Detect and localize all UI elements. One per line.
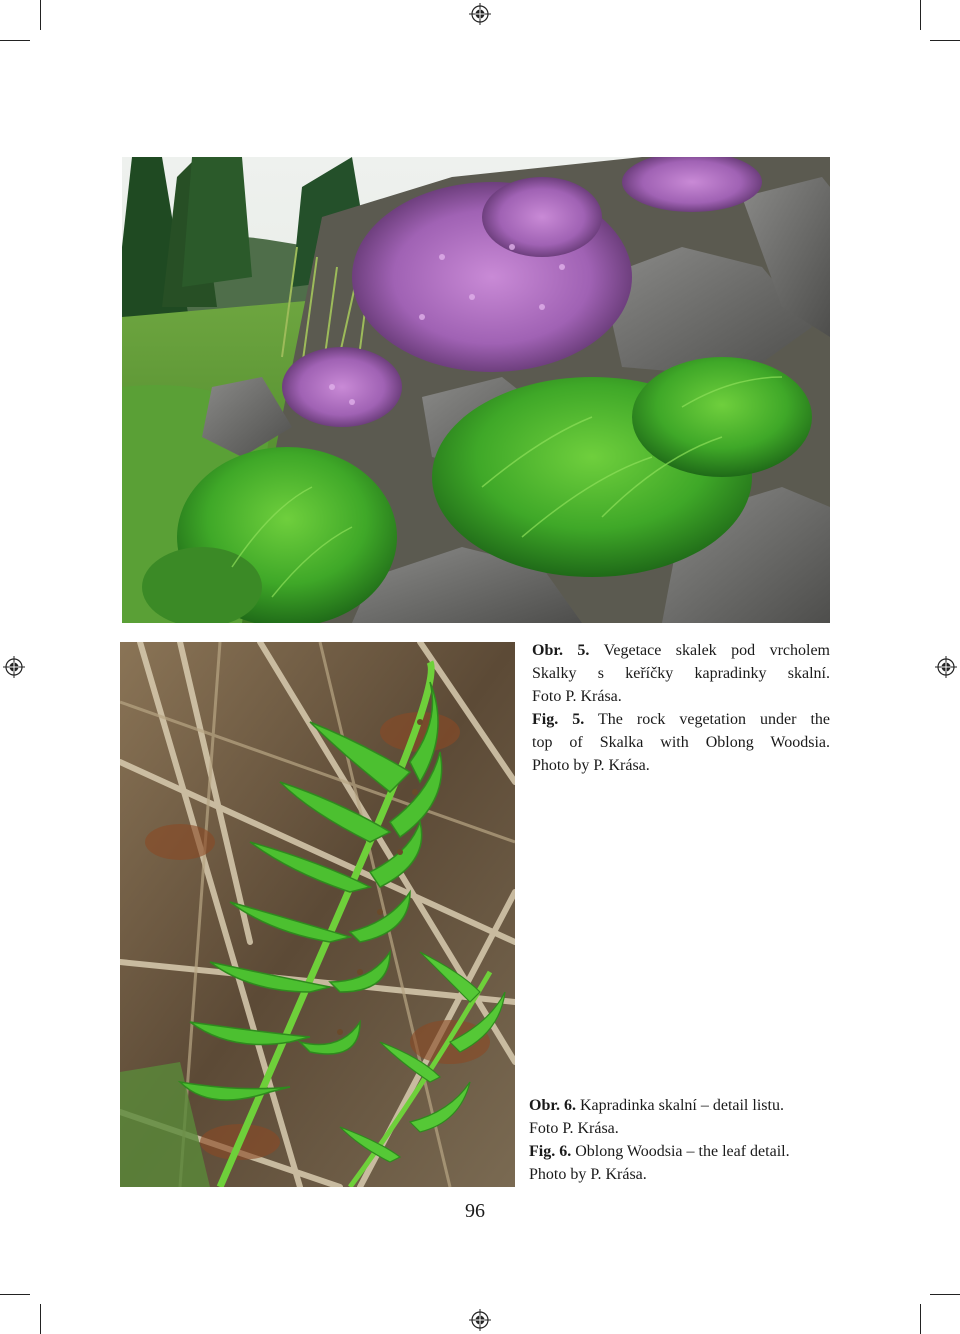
crop-mark-bottom-right-h: [930, 1294, 960, 1295]
caption-fig6-credit-en: Photo by P. Krása.: [529, 1166, 647, 1183]
caption-fig5-line-en1: [532, 708, 830, 731]
caption-fig6-label-en: Fig. 6.: [529, 1143, 572, 1160]
caption-fig6-credit-cz: Foto P. Krása.: [529, 1120, 619, 1137]
crop-mark-bottom-left: [40, 1304, 41, 1334]
caption-fig5-credit-en: Photo by P. Krása.: [532, 757, 650, 774]
crop-mark-bottom-right: [920, 1304, 921, 1334]
caption-fig5-text-cz2: Skalky s keříčky kapradinky skalní.: [532, 665, 830, 682]
registration-mark-bottom-icon: [469, 1309, 491, 1331]
caption-fig6-line-en1: [529, 1140, 839, 1163]
photo-fern-leaf-detail: [120, 642, 515, 1187]
caption-fig6-label-cz: Obr. 6.: [529, 1097, 576, 1114]
caption-fig6-line-cz1: [529, 1094, 839, 1117]
registration-mark-top-icon: [469, 3, 491, 25]
page-number: 96: [465, 1200, 485, 1222]
crop-mark-top-right: [920, 0, 921, 30]
caption-fig5-label-cz: Obr. 5.: [532, 642, 590, 659]
caption-fig5-text-en2: top of Skalka with Oblong Woodsia.: [532, 734, 830, 751]
caption-fig5-text-cz1: Vegetace skalek pod vrcholem: [603, 642, 830, 659]
caption-fig6: [529, 1094, 839, 1186]
caption-fig6-text-cz1: Kapradinka skalní – detail listu.: [579, 1097, 784, 1114]
caption-fig6-text-en1: Oblong Woodsia – the leaf detail.: [575, 1143, 790, 1160]
caption-fig5-text-en1: The rock vegetation under the: [597, 711, 830, 728]
registration-mark-right-icon: [935, 656, 957, 678]
photo-rock-vegetation: [122, 157, 830, 623]
caption-fig5-credit-cz: Foto P. Krása.: [532, 688, 622, 705]
crop-mark-bottom-left-h: [0, 1294, 30, 1295]
crop-mark-top-right-h: [930, 40, 960, 41]
caption-fig5: [532, 639, 830, 777]
caption-fig5-line-cz1: [532, 639, 830, 662]
caption-fig5-label-en: Fig. 5.: [532, 711, 585, 728]
crop-mark-top-left-h: [0, 40, 30, 41]
crop-mark-top-left: [40, 0, 41, 30]
registration-mark-left-icon: [3, 656, 25, 678]
